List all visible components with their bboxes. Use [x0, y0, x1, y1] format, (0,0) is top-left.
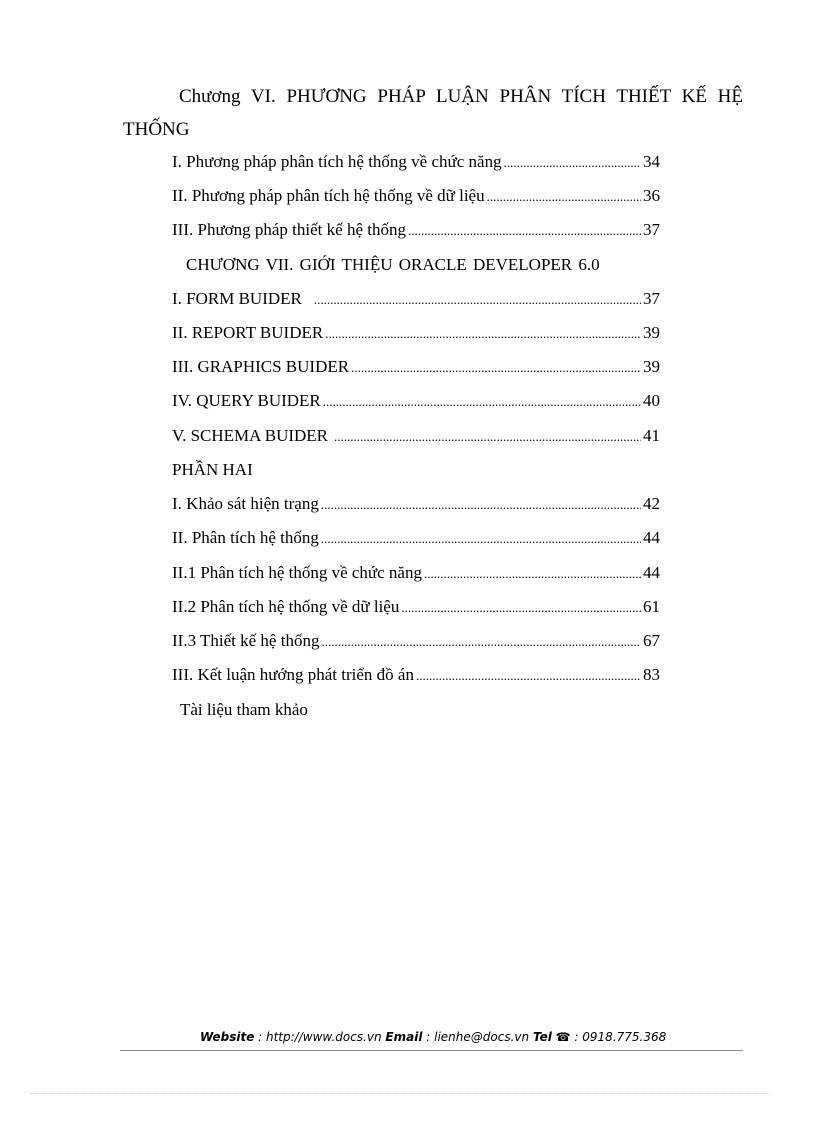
toc-entry-label: II. REPORT BUIDER: [172, 323, 324, 342]
toc-leader-dots: [408, 214, 641, 248]
chapter-6-title-line2: THỐNG: [123, 119, 190, 140]
toc-page-number: 39: [643, 323, 660, 342]
footer-divider: [120, 1050, 743, 1051]
toc-entry[interactable]: [172, 350, 660, 384]
email-label: Email: [385, 1030, 423, 1044]
chapter-6-heading: [123, 80, 743, 146]
toc-leader-dots: [323, 385, 641, 419]
toc-leader-dots: [321, 488, 641, 522]
toc-page-number: 40: [643, 391, 660, 410]
toc-page-number: 36: [643, 186, 660, 205]
toc-entry-label: III. GRAPHICS BUIDER: [172, 357, 350, 376]
toc-entry-label: II.1 Phân tích hệ thống về chức năng: [172, 563, 422, 582]
tel-number: 0918.775.368: [582, 1030, 667, 1044]
toc-entry[interactable]: [172, 213, 660, 247]
website-link[interactable]: http://www.docs.vn: [266, 1030, 382, 1044]
toc-page-number: 39: [643, 357, 660, 376]
toc-entry[interactable]: [172, 384, 660, 418]
toc-leader-dots: [351, 351, 641, 385]
email-link[interactable]: lienhe@docs.vn: [434, 1030, 530, 1044]
toc-page-number: 41: [643, 426, 660, 445]
toc-entry-label: V. SCHEMA BUIDER: [172, 426, 329, 445]
toc-entry-label: IV. QUERY BUIDER: [172, 391, 321, 410]
chapter-6-title-line1: Chương VI. PHƯƠNG PHÁP LUẬN PHÂN TÍCH THIẾT KẾ HỆ: [179, 86, 743, 107]
toc-leader-dots: [424, 557, 641, 591]
page-bottom-divider: [30, 1093, 770, 1094]
toc-entry[interactable]: [172, 590, 660, 624]
references-heading: Tài liệu tham khảo: [180, 700, 308, 719]
toc-leader-dots: [314, 283, 641, 317]
toc-entry[interactable]: [172, 316, 660, 350]
toc-entry[interactable]: [172, 145, 660, 179]
toc-entry[interactable]: [172, 624, 660, 658]
toc-page-number: 83: [643, 665, 660, 684]
toc-leader-dots: [321, 522, 641, 556]
toc-leader-dots: [334, 420, 641, 454]
toc-page-number: 44: [643, 528, 660, 547]
toc-entry-label: II.2 Phân tích hệ thống về dữ liệu: [172, 597, 400, 616]
toc-entry-label: III. Kết luận hướng phát triển đồ án: [172, 665, 414, 684]
website-label: Website: [200, 1030, 255, 1044]
toc-page-number: 37: [643, 220, 660, 239]
toc-page-number: 44: [643, 563, 660, 582]
toc-page-number: 67: [643, 631, 660, 650]
toc-page-number: 37: [643, 289, 660, 308]
toc-entry[interactable]: [172, 521, 660, 555]
toc-page-number: 61: [643, 597, 660, 616]
toc-entry[interactable]: [172, 556, 660, 590]
toc-entry-label: II.3 Thiết kế hệ thống: [172, 631, 320, 650]
toc-leader-dots: [401, 591, 641, 625]
toc-leader-dots: [321, 625, 641, 659]
toc-entry[interactable]: [172, 419, 660, 453]
toc-page-number: 34: [643, 152, 660, 171]
page-footer: Website : http://www.docs.vn Email : lienhe@docs.vn Tel ☎ : 0918.775.368: [200, 1030, 667, 1044]
toc-entry-label: I. Phương pháp phân tích hệ thống về chức năng: [172, 152, 502, 171]
part-2-heading: PHẦN HAI: [172, 460, 253, 479]
toc-entry[interactable]: [172, 282, 660, 316]
toc-entry[interactable]: [172, 487, 660, 521]
toc-entry[interactable]: [172, 179, 660, 213]
tel-label: Tel: [532, 1030, 552, 1044]
toc-entry-label: III. Phương pháp thiết kế hệ thống: [172, 220, 406, 239]
toc-leader-dots: [487, 180, 641, 214]
toc-leader-dots: [325, 317, 641, 351]
toc-leader-dots: [416, 659, 641, 693]
toc-entry-label: I. FORM BUIDER: [172, 289, 302, 308]
toc-entry-label: II. Phân tích hệ thống: [172, 528, 319, 547]
toc-entry[interactable]: [172, 658, 660, 692]
toc-entry-label: I. Khảo sát hiện trạng: [172, 494, 319, 513]
toc-entry-label: II. Phương pháp phân tích hệ thống về dữ liệu: [172, 186, 485, 205]
chapter-7-heading: CHƯƠNG VII. GIỚI THIỆU ORACLE DEVELOPER 6.0: [186, 255, 600, 274]
toc-page-number: 42: [643, 494, 660, 513]
toc-leader-dots: [504, 146, 641, 180]
phone-icon: ☎: [555, 1030, 571, 1044]
